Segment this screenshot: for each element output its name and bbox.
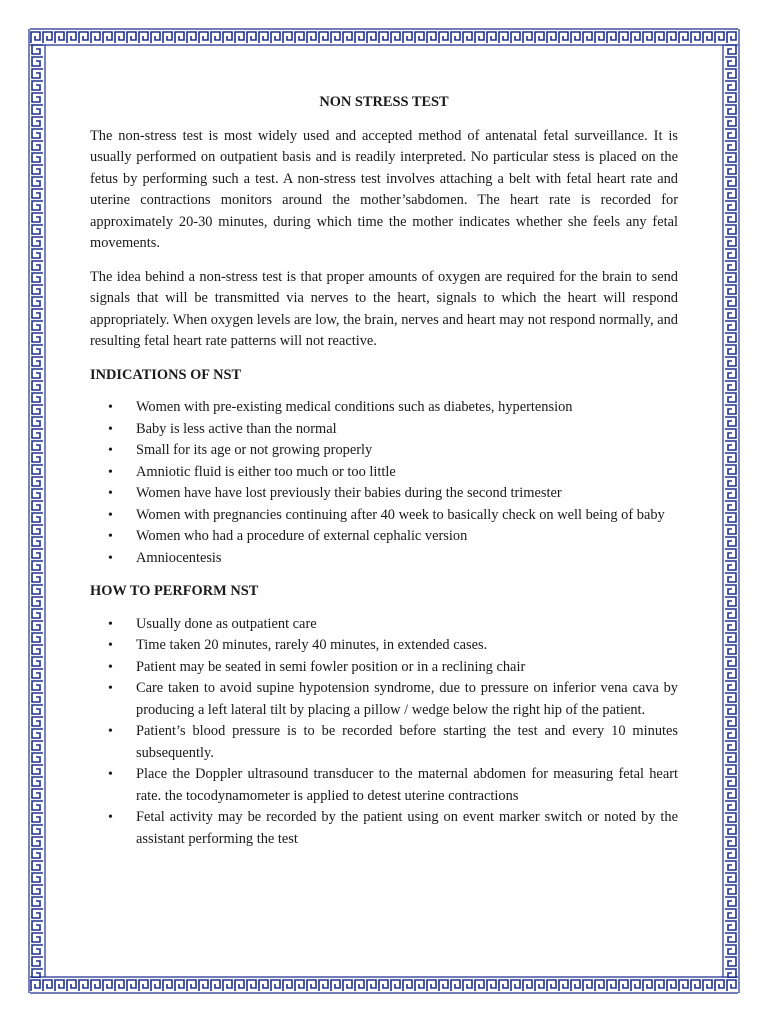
list-item: • Amniocentesis	[136, 548, 678, 570]
bullet-icon: •	[108, 529, 113, 544]
list-item: • Baby is less active than the normal	[136, 419, 678, 441]
bullet-icon: •	[108, 421, 113, 437]
list-item: • Women who had a procedure of external cephalic version	[136, 526, 678, 548]
bullet-icon: •	[108, 464, 113, 480]
list-item: • Place the Doppler ultrasound transducer to the maternal abdomen for measuring fetal heart rate. the tocodynamometer is applied to detest uterine contractions	[108, 766, 678, 804]
list-item: • Fetal activity may be recorded by the patient using on event marker switch or noted by the assistant performing the test	[108, 809, 678, 847]
bullet-icon: •	[108, 507, 113, 523]
list-item: • Care taken to avoid supine hypotension syndrome, due to pressure on inferior vena cava by producing a left lateral tilt by placing a pillow / wedge below the right hip of the patient.	[108, 680, 678, 718]
bullet-icon: •	[108, 638, 113, 653]
bullet-icon: •	[108, 443, 113, 458]
bullet-icon: •	[108, 659, 113, 675]
indications-list	[90, 397, 678, 569]
procedure-list	[90, 614, 678, 851]
section-heading-how-to-perform: HOW TO PERFORM NST	[90, 583, 259, 599]
bullet-icon: •	[108, 550, 113, 566]
intro-paragraph: The non-stress test is most widely used and accepted method of antenatal fetal surveillance. It is usually performed on outpatient basis and is readily interpreted. No particular stess is placed on the fetus by performing such a test. A non-stress test involves attaching a belt with fetal heart rate and uterine contractions monitors around the mother’sabdomen. The heart rate is recorded for approximately 20-30 minutes, during which time the mother indicates whether she feels any fetal movements.	[90, 127, 678, 251]
bullet-icon: •	[108, 616, 113, 632]
bullet-icon: •	[108, 767, 113, 782]
list-item: • Patient may be seated in semi fowler position or in a reclining chair	[136, 657, 678, 679]
list-item: • Women have have lost previously their babies during the second trimester	[136, 483, 678, 505]
list-item: • Patient’s blood pressure is to be recorded before starting the test and every 10 minutes subsequently.	[108, 723, 678, 761]
bullet-icon: •	[108, 681, 113, 696]
idea-paragraph: The idea behind a non-stress test is that proper amounts of oxygen are required for the brain to send signals that will be transmitted via nerves to the heart, signals to which the heart will respond appropriately. When oxygen levels are low, the brain, nerves and heart may not respond normally, and resulting fetal heart rate patterns will not reactive.	[90, 268, 678, 349]
bullet-icon: •	[108, 486, 113, 501]
list-item: • Small for its age or not growing properly	[136, 440, 678, 462]
document-body	[90, 92, 678, 862]
list-item: • Women with pre-existing medical conditions such as diabetes, hypertension	[136, 397, 678, 419]
bullet-icon: •	[108, 724, 113, 739]
list-item: • Amniotic fluid is either too much or too little	[136, 462, 678, 484]
page-title: NON STRESS TEST	[319, 94, 449, 110]
list-item: • Usually done as outpatient care	[136, 614, 678, 636]
bullet-icon: •	[108, 810, 113, 825]
list-item: • Time taken 20 minutes, rarely 40 minutes, in extended cases.	[136, 635, 678, 657]
section-heading-indications: INDICATIONS OF NST	[90, 366, 242, 383]
bullet-icon: •	[108, 400, 113, 415]
list-item: • Women with pregnancies continuing after 40 week to basically check on well being of baby	[136, 505, 678, 527]
